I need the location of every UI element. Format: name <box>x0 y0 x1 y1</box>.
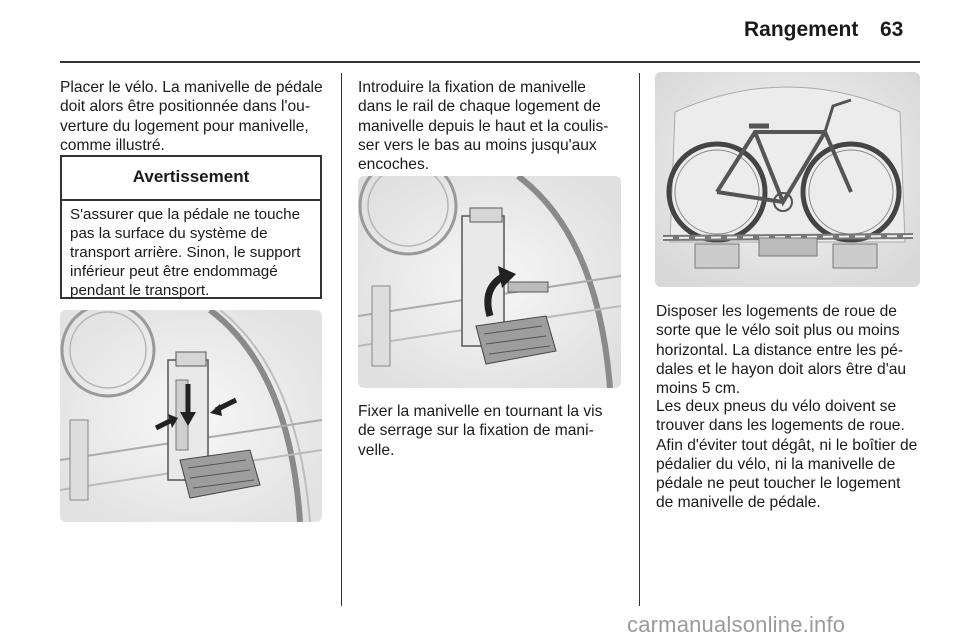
text-line: encoches. <box>358 156 430 174</box>
text-line: moins 5 cm. <box>656 380 741 398</box>
text-line: horizontal. La distance entre les pé- <box>656 341 904 359</box>
text-line: ser vers le bas au moins jusqu'aux <box>358 136 597 154</box>
figure-crank-holder-insertion <box>60 310 322 522</box>
text-line: comme illustré. <box>60 136 165 154</box>
column-divider-2 <box>639 73 640 606</box>
page-number: 63 <box>880 18 904 41</box>
text-line: dans le rail de chaque logement de <box>358 98 601 116</box>
text-line: de manivelle de pédale. <box>656 494 821 512</box>
text-line: pendant le transport. <box>70 282 210 299</box>
text-line: de serrage sur la fixation de mani- <box>358 422 594 440</box>
text-line: velle. <box>358 441 395 459</box>
text-line: pas la surface du système de <box>70 225 268 242</box>
column-divider-1 <box>341 73 342 606</box>
text-line: manivelle depuis le haut et la coulis- <box>358 117 609 135</box>
crank-holder-illustration <box>60 310 322 522</box>
watermark: carmanualsonline.info <box>627 612 846 637</box>
text-line: trouver dans les logements de roue. <box>656 417 905 435</box>
figure-bike-on-carrier <box>655 72 920 287</box>
bike-carrier-illustration <box>655 72 920 287</box>
column3-para1 <box>656 302 906 398</box>
text-line: dales et le hayon doit alors être d'au <box>656 360 907 378</box>
figure-tighten-screw <box>358 176 621 388</box>
text-line: Disposer les logements de roue de <box>656 303 897 320</box>
column2-after <box>358 402 602 460</box>
text-line: Fixer la manivelle en tournant la vis <box>358 403 603 420</box>
column2-intro <box>358 78 609 174</box>
warning-divider <box>62 199 320 201</box>
warning-title: Avertissement <box>132 167 250 186</box>
page-section-title: Rangement <box>744 18 859 41</box>
text-line: verture du logement pour manivelle, <box>60 117 309 135</box>
column1-intro <box>60 78 323 155</box>
text-line: Placer le vélo. La manivelle de pédale <box>60 79 323 96</box>
tighten-screw-illustration <box>358 176 621 388</box>
text-line: pédalier du vélo, ni la manivelle de <box>656 455 896 473</box>
text-line: S'assurer que la pédale ne touche <box>70 206 301 223</box>
warning-box <box>60 155 322 299</box>
text-line: Les deux pneus du vélo doivent se <box>656 398 897 415</box>
text-line: doit alors être positionnée dans l'ou- <box>60 98 311 116</box>
text-line: inférieur peut être endommagé <box>70 263 278 280</box>
text-line: sorte que le vélo soit plus ou moins <box>656 322 900 340</box>
column3-para2 <box>656 397 917 513</box>
text-line: transport arrière. Sinon, le support <box>70 244 301 261</box>
text-line: pédale ne peut toucher le logement <box>656 475 901 493</box>
warning-text <box>70 205 300 300</box>
text-line: Afin d'éviter tout dégât, ni le boîtier de <box>656 436 918 454</box>
header-divider <box>60 61 920 63</box>
text-line: Introduire la fixation de manivelle <box>358 79 586 96</box>
